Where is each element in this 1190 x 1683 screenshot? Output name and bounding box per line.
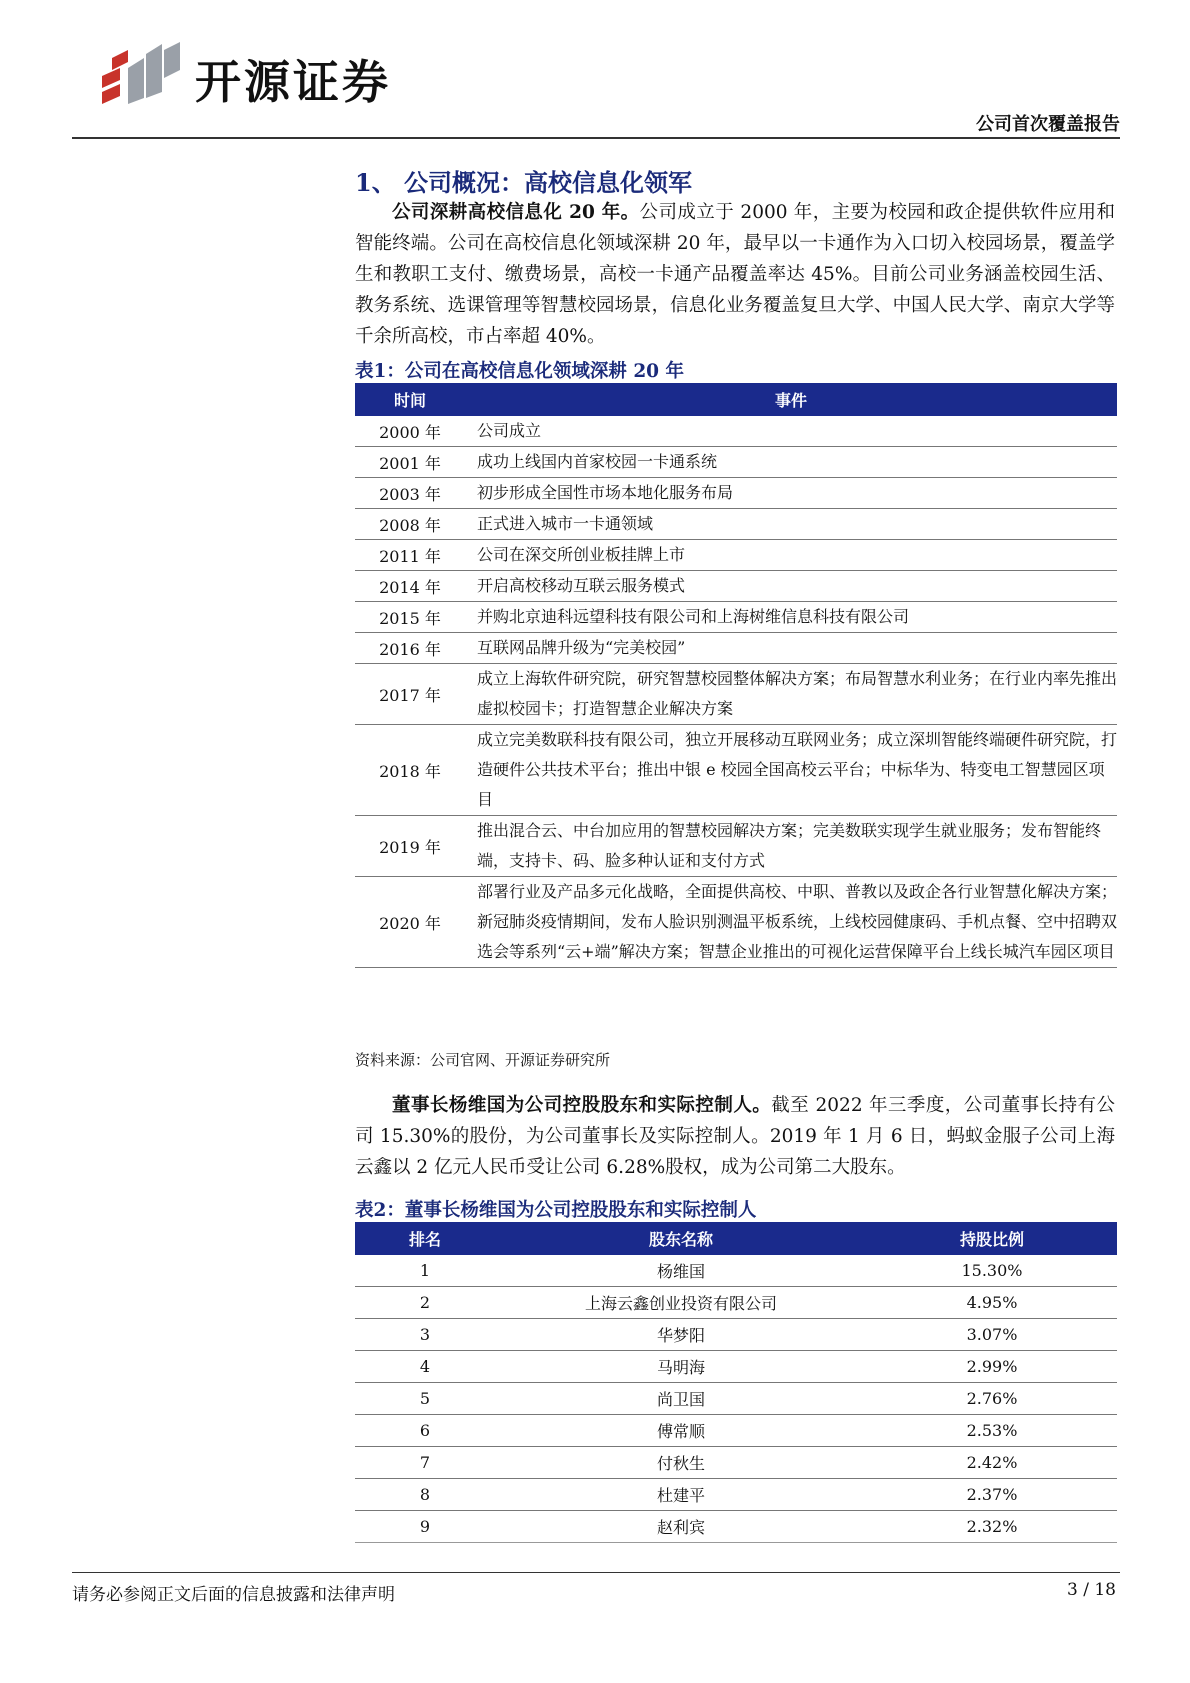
footer-disclaimer: 请务必参阅正文后面的信息披露和法律声明 [72,1585,395,1605]
table1-caption: 表1：公司在高校信息化领域深耕 20 年 [355,361,684,382]
table-row [355,1255,1117,1287]
shareholder-name: 尚卫国 [495,1383,867,1415]
shareholder-rank: 2 [355,1287,495,1319]
shareholder-rank: 5 [355,1383,495,1415]
table-row [355,1447,1117,1479]
column-header-time: 时间 [393,391,426,410]
page-number: 3 / 18 [1067,1580,1116,1600]
event-year: 2015 年 [355,602,465,633]
event-year: 2011 年 [355,540,465,571]
event-year: 2018 年 [355,725,465,816]
shareholder-rank: 1 [355,1255,495,1287]
event-year: 2016 年 [355,633,465,664]
shareholder-pct: 3.07% [867,1319,1117,1351]
event-year: 2017 年 [355,664,465,725]
shareholder-paragraph-lead: 董事长杨维国为公司控股股东和实际控制人。 [392,1095,772,1116]
event-year: 2003 年 [355,478,465,509]
event-year: 2020 年 [355,877,465,968]
table-row [355,1319,1117,1351]
event-year: 2001 年 [355,447,465,478]
table-row [355,447,1117,478]
table-row [355,602,1117,633]
column-header-event: 事件 [774,391,807,410]
shareholder-name: 杜建平 [495,1479,867,1511]
shareholder-rank: 3 [355,1319,495,1351]
shareholder-rank: 9 [355,1511,495,1543]
table-row [355,540,1117,571]
intro-paragraph [355,197,1115,352]
table2-caption: 表2：董事长杨维国为公司控股股东和实际控制人 [355,1200,757,1221]
table-row [355,1479,1117,1511]
event-description: 成立完美数联科技有限公司，独立开展移动互联网业务；成立深圳智能终端硬件研究院，打造硬件公共技术平台；推出中银 e 校园全国高校云平台；中标华为、特变电工智慧园区项目 [465,725,1117,816]
shareholder-table [355,1222,1117,1543]
column-header-rank: 排名 [408,1230,441,1249]
event-year: 2000 年 [355,416,465,447]
table-row [355,1351,1117,1383]
shareholder-name: 上海云鑫创业投资有限公司 [495,1287,867,1319]
table-row [355,1383,1117,1415]
shareholder-pct: 4.95% [867,1287,1117,1319]
shareholder-rank: 8 [355,1479,495,1511]
table-row [355,1287,1117,1319]
intro-paragraph-body: 公司成立于 2000 年，主要为校园和政企提供软件应用和智能终端。公司在高校信息化领域深耕 20 年，最早以一卡通作为入口切入校园场景，覆盖学生和教职工支付、缴费场景，高校一卡通产品覆盖率达 45%。目前公司业务涵盖校园生活、教务系统、选课管理等智慧校园场景，信息化业务覆盖复旦大学、中国人民大学、南京大学等千余所高校，市占率超 40%。 [355,202,1115,347]
table-row [355,1511,1117,1543]
shareholder-name: 赵利宾 [495,1511,867,1543]
table-row [355,816,1117,877]
shareholder-name: 付秋生 [495,1447,867,1479]
intro-paragraph-lead: 公司深耕高校信息化 20 年。 [392,202,640,223]
event-year: 2014 年 [355,571,465,602]
event-description: 开启高校移动互联云服务模式 [465,571,1117,602]
brand-logo-icon [98,40,186,108]
event-description: 并购北京迪科远望科技有限公司和上海树维信息科技有限公司 [465,602,1117,633]
header-divider [72,137,1120,139]
table-row [355,664,1117,725]
report-type: 公司首次覆盖报告 [976,114,1120,135]
column-header-shareholder: 股东名称 [648,1230,713,1249]
event-year: 2008 年 [355,509,465,540]
event-description: 部署行业及产品多元化战略，全面提供高校、中职、普教以及政企各行业智慧化解决方案；新冠肺炎疫情期间，发布人脸识别测温平板系统，上线校园健康码、手机点餐、空中招聘双选会等系列“云+端”解决方案；智慧企业推出的可视化运营保障平台上线长城汽车园区项目 [465,877,1117,968]
event-description: 推出混合云、中台加应用的智慧校园解决方案；完美数联实现学生就业服务；发布智能终端，支持卡、码、脸多种认证和支付方式 [465,816,1117,877]
shareholder-rank: 6 [355,1415,495,1447]
event-year: 2019 年 [355,816,465,877]
table-row [355,725,1117,816]
shareholder-pct: 2.53% [867,1415,1117,1447]
shareholder-name: 华梦阳 [495,1319,867,1351]
column-header-pct: 持股比例 [959,1230,1024,1249]
event-description: 正式进入城市一卡通领域 [465,509,1117,540]
event-description: 成功上线国内首家校园一卡通系统 [465,447,1117,478]
event-description: 互联网品牌升级为“完美校园” [465,633,1117,664]
shareholder-name: 马明海 [495,1351,867,1383]
shareholder-pct: 15.30% [867,1255,1117,1287]
shareholder-pct: 2.42% [867,1447,1117,1479]
shareholder-pct: 2.99% [867,1351,1117,1383]
table1-source: 资料来源：公司官网、开源证券研究所 [355,1051,611,1069]
event-description: 公司在深交所创业板挂牌上市 [465,540,1117,571]
section-title: 1、 公司概况：高校信息化领军 [355,168,693,197]
table-header-row [355,383,1117,416]
table-row [355,1415,1117,1447]
table-row [355,571,1117,602]
shareholder-pct: 2.37% [867,1479,1117,1511]
milestone-table [355,383,1117,968]
table-row [355,416,1117,447]
shareholder-paragraph-body: 截至 2022 年三季度，公司董事长持有公司 15.30%的股份，为公司董事长及实际控制人。2019 年 1 月 6 日，蚂蚁金服子公司上海云鑫以 2 亿元人民币受让公司 6.28%股权，成为公司第二大股东。 [355,1095,1115,1178]
event-description: 公司成立 [465,416,1117,447]
event-description: 成立上海软件研究院，研究智慧校园整体解决方案；布局智慧水利业务；在行业内率先推出虚拟校园卡；打造智慧企业解决方案 [465,664,1117,725]
footer-divider [72,1572,1120,1573]
event-description: 初步形成全国性市场本地化服务布局 [465,478,1117,509]
table-row [355,478,1117,509]
shareholder-rank: 4 [355,1351,495,1383]
shareholder-name: 傅常顺 [495,1415,867,1447]
table-row [355,633,1117,664]
shareholder-rank: 7 [355,1447,495,1479]
shareholder-paragraph [355,1090,1115,1183]
table-header-row [355,1222,1117,1255]
table-row [355,877,1117,968]
table-row [355,509,1117,540]
brand-name: 开源证券 [195,55,391,109]
shareholder-pct: 2.76% [867,1383,1117,1415]
shareholder-pct: 2.32% [867,1511,1117,1543]
shareholder-name: 杨维国 [495,1255,867,1287]
